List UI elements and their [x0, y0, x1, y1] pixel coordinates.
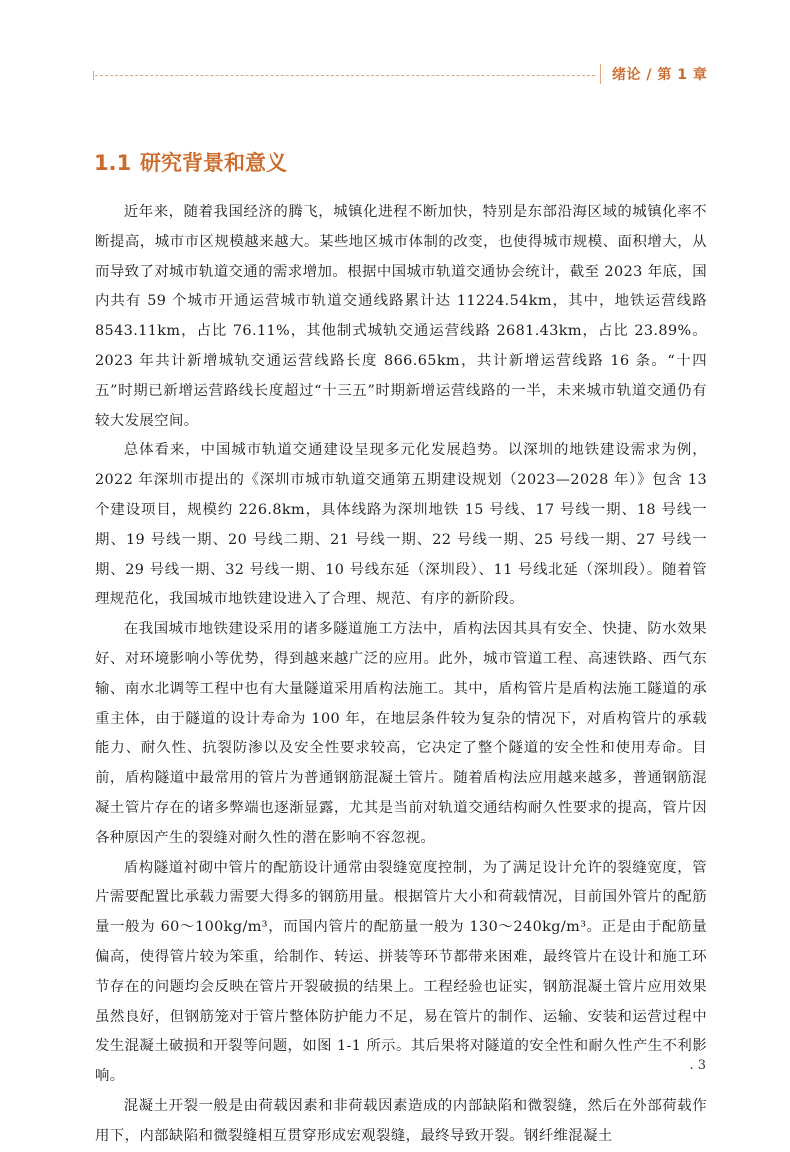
paragraph: 混凝土开裂一般是由荷载因素和非荷载因素造成的内部缺陷和微裂缝，然后在外部荷载作用下，内部缺陷和微裂缝相互贯穿形成宏观裂缝，最终导致开裂。钢纤维混凝土 — [95, 1097, 707, 1144]
paragraph: 总体看来，中国城市轨道交通建设呈现多元化发展趋势。以深圳的地铁建设需求为例，2022 年深圳市提出的《深圳市城市轨道交通第五期建设规划（2023—2028 年）》包含 13 个建设项目，规模约 226.8km，具体线路为深圳地铁 15 号线、17 号线一期、18 号线一期、19 号线一期、20 号线二期、21 号线一期、22 号线一期、25 号线一期、27 号线一期、29 号线一期、32 号线一期、10 号线东延（深圳段）、11 号线北延（深圳段）。随着管理规范化，我国城市地铁建设进入了合理、规范、有序的新阶段。 — [95, 442, 707, 608]
paragraph: 近年来，随着我国经济的腾飞，城镇化进程不断加快，特别是东部沿海区域的城镇化率不断提高，城市市区规模越来越大。某些地区城市体制的改变，也使得城市规模、面积增大，从而导致了对城市轨道交通的需求增加。根据中国城市轨道交通协会统计，截至 2023 年底，国内共有 59 个城市开通运营城市轨道交通线路累计达 11224.54km，其中，地铁运营线路 8543.11km，占比 76.11%，其他制式城轨交通运营线路 2681.43km，占比 23.89%。2023 年共计新增城轨交通运营线路长度 866.65km，共计新增运营线路 16 条。“十四五”时期已新增运营路线长度超过“十三五”时期新增运营线路的一半，未来城市轨道交通仍有较大发展空间。 — [95, 204, 707, 429]
body-text — [95, 198, 707, 1152]
page-number: . 3 — [689, 1058, 706, 1073]
section-heading — [94, 147, 287, 177]
header-dashed-rule — [95, 75, 595, 76]
paragraph: 盾构隧道衬砌中管片的配筋设计通常由裂缝宽度控制，为了满足设计允许的裂缝宽度，管片需要配置比承载力需要大得多的钢筋用量。根据管片大小和荷载情况，目前国外管片的配筋量一般为 60～100kg/m³，而国内管片的配筋量一般为 130～240kg/m³。正是由于配筋量偏高，使得管片较为笨重，给制作、转运、拼装等环节都带来困难，最终管片在设计和施工环节存在的问题均会反映在管片开裂破损的结果上。工程经验也证实，钢筋混凝土管片应用效果虽然良好，但钢筋笼对于管片整体防护能力不足，易在管片的制作、运输、安装和运营过程中发生混凝土破损和开裂等问题，如图 1-1 所示。其后果将对隧道的安全性和耐久性产生不利影响。 — [95, 859, 707, 1085]
section-number: 1.1 — [94, 151, 132, 175]
header-separator — [600, 64, 601, 84]
running-header: 绪论 / 第 1 章 — [612, 67, 708, 83]
section-title: 研究背景和意义 — [140, 151, 287, 175]
paragraph: 在我国城市地铁建设采用的诸多隧道施工方法中，盾构法因其具有安全、快捷、防水效果好、对环境影响小等优势，得到越来越广泛的应用。此外，城市管道工程、高速铁路、西气东输、南水北调等工程中也有大量隧道采用盾构法施工。其中，盾构管片是盾构法施工隧道的承重主体，由于隧道的设计寿命为 100 年，在地层条件较为复杂的情况下，对盾构管片的承载能力、耐久性、抗裂防渗以及安全性要求较高，它决定了整个隧道的安全性和使用寿命。目前，盾构隧道中最常用的管片为普通钢筋混凝土管片。随着盾构法应用越来越多，普通钢筋混凝土管片存在的诸多弊端也逐渐显露，尤其是当前对轨道交通结构耐久性要求的提高，管片因各种原因产生的裂缝对耐久性的潜在影响不容忽视。 — [95, 621, 707, 846]
